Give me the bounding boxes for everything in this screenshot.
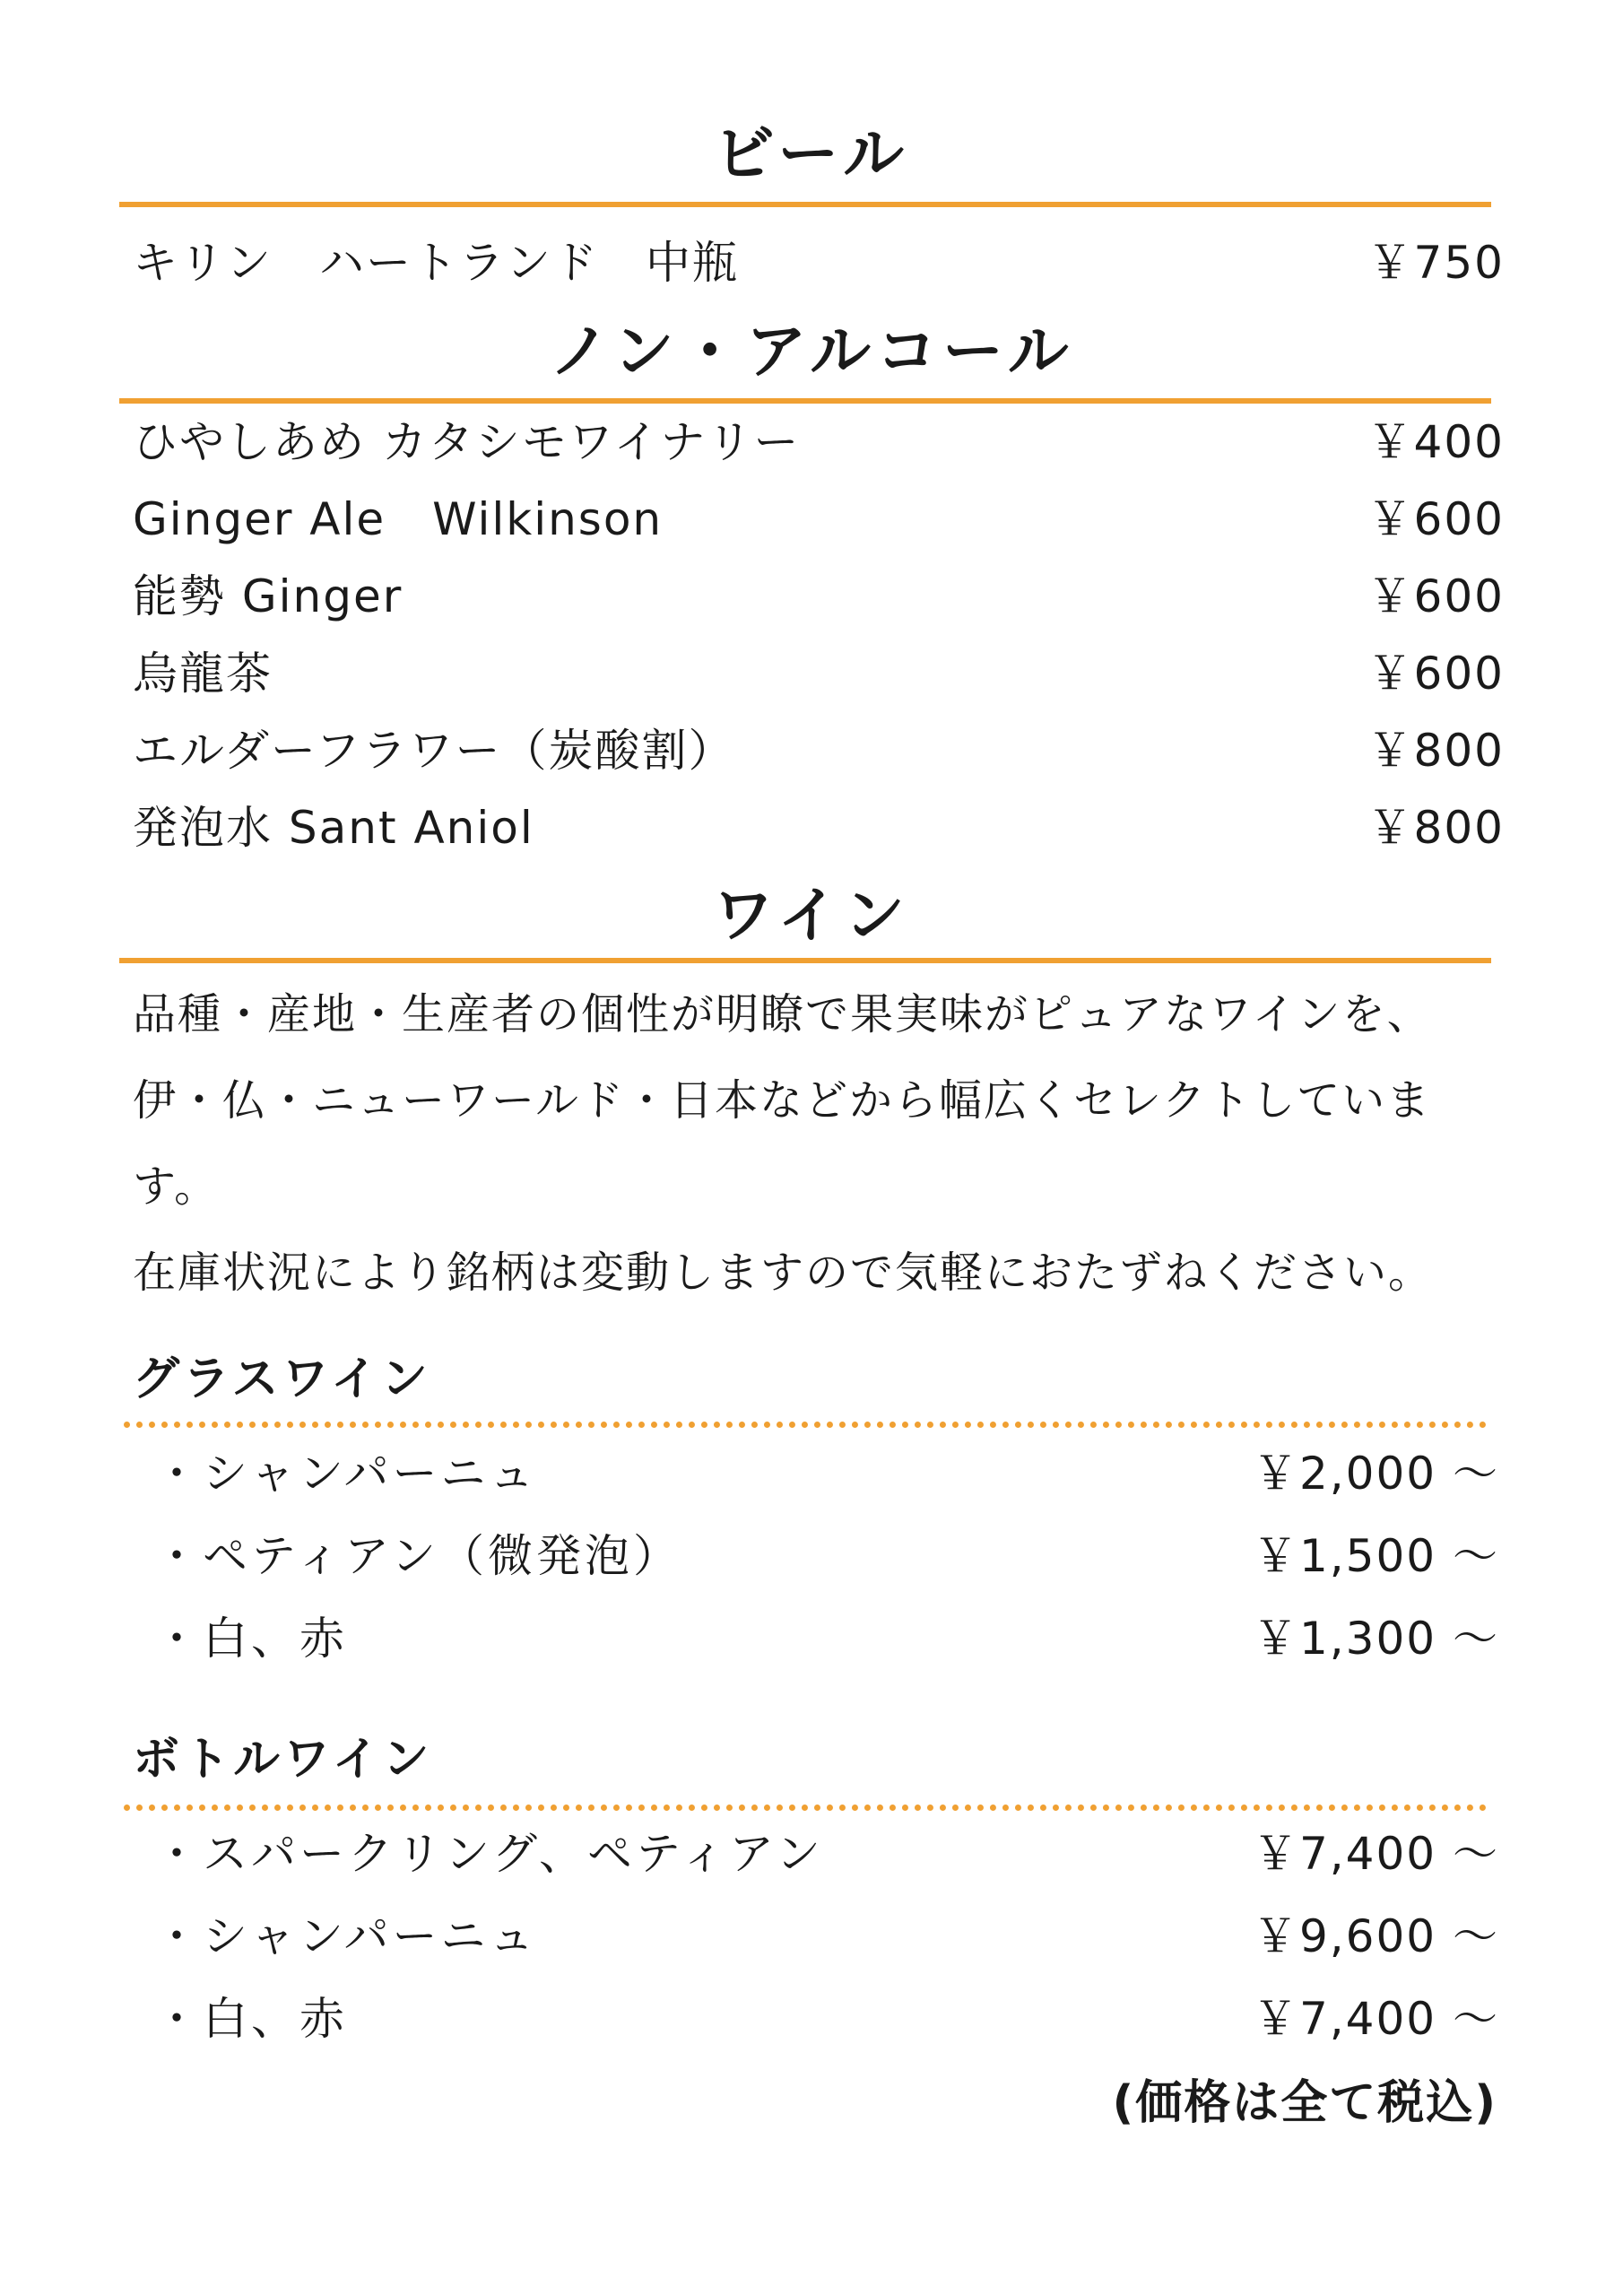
menu-item bbox=[133, 642, 1505, 705]
item-name: ・スパークリング、ペティアン bbox=[154, 1828, 824, 1880]
menu-item bbox=[133, 719, 1505, 782]
item-name: 能勢 Ginger bbox=[133, 570, 404, 622]
item-price: ￥600 bbox=[1367, 570, 1505, 622]
bottle-wine-divider bbox=[124, 1805, 1487, 1811]
item-price: ￥1,500 ～ bbox=[1252, 1530, 1499, 1582]
menu-item bbox=[154, 1442, 1499, 1505]
menu-item bbox=[154, 1822, 1499, 1885]
item-price: ￥1,300 ～ bbox=[1252, 1613, 1499, 1665]
item-name: 烏龍茶 bbox=[133, 648, 273, 700]
item-name: ・シャンパーニュ bbox=[154, 1910, 538, 1962]
item-name: 発泡水 Sant Aniol bbox=[133, 802, 534, 854]
item-name: ひやしあめ カタシモワイナリー bbox=[133, 416, 801, 468]
item-name: Ginger Ale Wilkinson bbox=[133, 493, 664, 545]
item-price: ￥600 bbox=[1367, 493, 1505, 545]
description-line: す。 bbox=[133, 1161, 220, 1212]
wine-title: ワイン bbox=[713, 881, 910, 952]
item-name: ・白、赤 bbox=[154, 1993, 348, 2045]
beer-title: ビール bbox=[714, 119, 909, 190]
description-line: 在庫状況により銘柄は変動しますので気軽におたずねください。 bbox=[133, 1248, 1434, 1298]
wine-description bbox=[133, 971, 1496, 1316]
menu-item bbox=[154, 1525, 1499, 1587]
description-line: 品種・産地・生産者の個性が明瞭で果実味がピュアなワインを、 bbox=[133, 989, 1432, 1039]
wine-divider bbox=[119, 958, 1491, 963]
item-name: キリン ハートランド 中瓶 bbox=[133, 237, 739, 289]
item-name: ・白、赤 bbox=[154, 1613, 348, 1665]
glass-wine-divider bbox=[124, 1422, 1487, 1428]
non-alcohol-title: ノン・アルコール bbox=[549, 317, 1074, 387]
item-price: ￥750 bbox=[1367, 237, 1505, 289]
menu-item bbox=[154, 1607, 1499, 1670]
item-name: ・ペティアン（微発泡） bbox=[154, 1530, 681, 1582]
item-price: ￥7,400 ～ bbox=[1252, 1828, 1499, 1880]
item-price: ￥400 bbox=[1367, 416, 1505, 468]
item-price: ￥7,400 ～ bbox=[1252, 1993, 1499, 2045]
non-alcohol-divider bbox=[119, 398, 1491, 404]
item-price: ￥9,600 ～ bbox=[1252, 1910, 1499, 1962]
item-name: エルダーフラワー（炭酸割） bbox=[133, 725, 735, 777]
description-line: 伊・仏・ニューワールド・日本などから幅広くセレクトしていま bbox=[133, 1075, 1432, 1126]
menu-item bbox=[133, 796, 1505, 859]
item-price: ￥600 bbox=[1367, 648, 1505, 700]
menu-item bbox=[154, 1987, 1499, 2050]
menu-item bbox=[154, 1905, 1499, 1968]
menu-item bbox=[133, 488, 1505, 551]
tax-note: (価格は全て税込) bbox=[1112, 2076, 1497, 2130]
menu-item bbox=[133, 565, 1505, 628]
item-price: ￥2,000 ～ bbox=[1252, 1448, 1499, 1500]
bottle-wine-heading: ボトルワイン bbox=[133, 1733, 433, 1787]
glass-wine-heading: グラスワイン bbox=[133, 1352, 431, 1406]
menu-item bbox=[133, 231, 1505, 294]
item-name: ・シャンパーニュ bbox=[154, 1448, 538, 1500]
item-price: ￥800 bbox=[1367, 725, 1505, 777]
beer-divider bbox=[119, 202, 1491, 207]
menu-item bbox=[133, 411, 1505, 474]
item-price: ￥800 bbox=[1367, 802, 1505, 854]
